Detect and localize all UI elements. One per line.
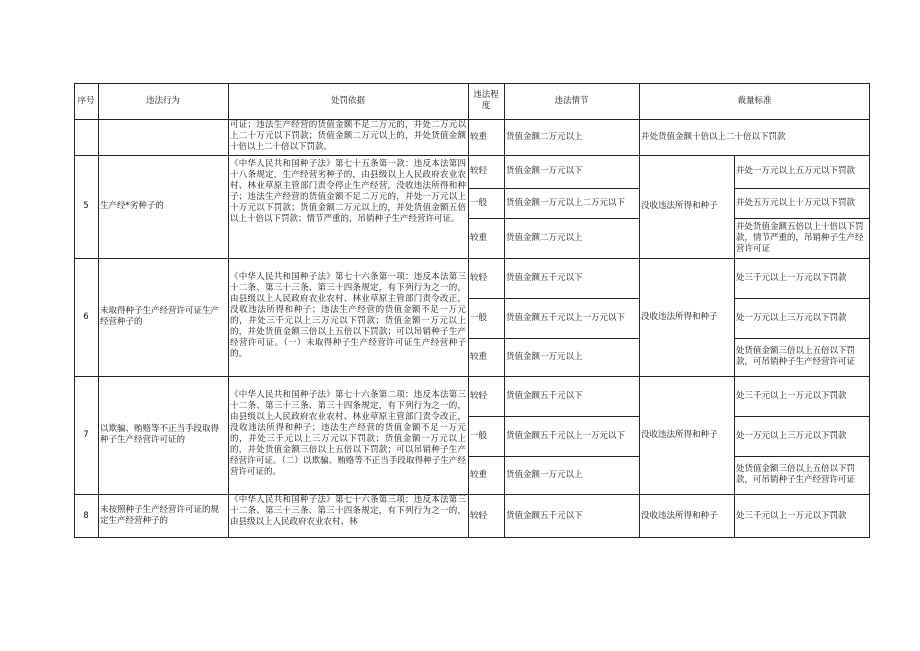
row5-num-text: 5: [83, 201, 89, 211]
row7-basis: [228, 376, 468, 494]
row7-lvl2-circ-text: 货值金额五千元以上一万元以下: [506, 430, 626, 441]
row5-lvl1-degree-text: 较轻: [470, 166, 488, 176]
header-circ-text: 违法情节: [554, 95, 589, 106]
row6-lvl1-circ: [504, 258, 639, 298]
row5-lvl3-standard: [734, 218, 870, 258]
row8-act-text: 未按照种子生产经营许可证的规定生产经营种子的: [100, 505, 220, 526]
rule-h-row8: [74, 494, 870, 495]
row7-num: [74, 376, 98, 494]
row7-lvl3-degree: [468, 456, 504, 494]
row6-lvl1-degree: [468, 258, 504, 298]
row5-lvl2-standard-text: 并处五万元以上十万元以下罚款: [736, 197, 856, 208]
row6-act: [98, 258, 228, 376]
rule-v-basis: [468, 83, 469, 538]
row5-lvl1-standard-text: 并处一万元以上五万元以下罚款: [736, 166, 856, 176]
row8-basis-text: 《中华人民共和国种子法》第七十六条第三项：违反本法第三十二条、第三十三条、第三十四条规定，有下列行为之一的，由县级以上人民政府农业农村、林: [230, 495, 466, 527]
row7-act-text: 以欺骗、贿赂等不正当手段取得种子生产经营许可证的: [100, 424, 220, 445]
rule-h-row5-as: [734, 188, 870, 189]
cont-standard: [639, 119, 870, 155]
row5-lvl2-degree: [468, 188, 504, 218]
rule-h-row5-a: [468, 188, 639, 189]
row5-lvl3-circ-text: 货值金额二万元以上: [506, 232, 583, 243]
header-degree-text: 违法程度: [473, 90, 499, 111]
row7-num-text: 7: [83, 429, 89, 440]
row5-lvl3-degree-text: 较重: [470, 232, 488, 243]
row8-num: [74, 494, 98, 538]
row7-lvl2-standard-text: 处一万元以上三万元以下罚款: [736, 430, 847, 441]
cont-circ-text: 货值金额二万元以上: [506, 131, 583, 142]
row6-lvl2-degree-text: 一般: [470, 312, 488, 323]
rule-v-act: [228, 83, 229, 538]
row6-lvl3-degree-text: 较重: [470, 351, 488, 362]
cont-basis-text: 可证；违法生产经营的货值金额不足二万元的，并处二万元以上二十万元以下罚款；货值金额二万元以上的，并处货值金额十倍以上二十倍以下罚款。: [230, 120, 466, 152]
row5-lvl2-circ-text: 货值金额一万元以上二万元以下: [506, 197, 626, 208]
rule-v-circ: [639, 83, 640, 538]
row7-lvl2-circ: [504, 416, 639, 456]
row5-lvl2-degree-text: 一般: [470, 197, 488, 208]
row5-basis-text: 《中华人民共和国种子法》第七十五条第一款：违反本法第四十八条规定，生产经营劣种子的，由县级以上人民政府农业农村、林业草原主管部门责令停止生产经营，没收违法所得和种子；违法生产经营的货值金额不足二万元的，并处一万元以上十万元以下罚款；货值金额二万元以上的，并处货值金额五倍以上十倍以下罚款；情节严重的，吊销种子生产经营许可证。: [230, 159, 466, 224]
rule-h-row6-b: [468, 338, 639, 339]
row6-lvl1-standard-text: 处三千元以上一万元以下罚款: [736, 272, 847, 283]
row6-lvl3-standard: [734, 338, 870, 376]
row8-lvl1-circ-text: 货值金额五千元以下: [506, 510, 583, 521]
row7-lvl2-standard: [734, 416, 870, 456]
header-circ: [504, 83, 639, 119]
penalty-table: [74, 83, 870, 538]
row6-lvl3-standard-text: 处货值金额三倍以上五倍以下罚款，可吊销种子生产经营许可证: [736, 346, 856, 367]
rule-h-row7-a: [468, 416, 639, 417]
rule-h-row6-as: [734, 298, 870, 299]
row7-basis-text: 《中华人民共和国种子法》第七十六条第二项：违反本法第三十二条、第三十三条、第三十四条规定，有下列行为之一的，由县级以上人民政府农业农村、林业草原主管部门责令改正，没收违法所得和种子；违法生产经营的货值金额不足一万元的，并处三千元以上三万元以下罚款；货值金额一万元以上的，并处货值金额三倍以上五倍以下罚款；可以吊销种子生产经营许可证。（二）以欺骗、贿赂等不正当手段取得种子生产经营许可证的。: [230, 390, 466, 477]
row7-lvl1-degree-text: 较轻: [470, 390, 488, 401]
row7-lvl1-circ-text: 货值金额五千元以下: [506, 390, 583, 401]
row6-lvl2-standard-text: 处一万元以上三万元以下罚款: [736, 312, 847, 323]
row8-basis: [228, 494, 468, 538]
row7-lvl1-circ: [504, 376, 639, 416]
rule-h-row7: [74, 376, 870, 377]
row6-basis: [228, 258, 468, 376]
cont-circ: [504, 119, 639, 155]
header-num: [74, 83, 98, 119]
header-standard: [639, 83, 870, 119]
header-act: [98, 83, 228, 119]
row8-lvl1-standard: [734, 494, 870, 538]
rule-v-confiscate: [734, 155, 735, 538]
rule-h-header: [74, 119, 870, 120]
header-standard-text: 裁量标准: [737, 95, 772, 106]
row6-lvl2-degree: [468, 298, 504, 338]
rule-v-degree: [504, 83, 505, 538]
rule-h-top: [74, 83, 870, 84]
cont-degree-text: 较重: [470, 131, 488, 142]
rule-h-row7-bs: [734, 456, 870, 457]
row8-lvl1-degree-text: 较轻: [470, 510, 488, 521]
rule-h-row7-as: [734, 416, 870, 417]
header-basis: [228, 83, 468, 119]
rule-v-num: [98, 83, 99, 538]
rule-v-left: [74, 83, 75, 538]
row7-lvl2-degree-text: 一般: [470, 430, 488, 441]
row6-lvl1-circ-text: 货值金额五千元以下: [506, 272, 583, 283]
row5-num: [74, 155, 98, 258]
rule-h-row5: [74, 155, 870, 156]
row8-lvl1-standard-text: 处三千元以上一万元以下罚款: [736, 510, 847, 521]
row6-num: [74, 258, 98, 376]
row8-lvl1-degree: [468, 494, 504, 538]
row8-lvl1-circ: [504, 494, 639, 538]
row6-confiscate-text: 没收违法所得和种子: [641, 311, 718, 322]
row5-act-text: 生产经*劣种子的: [100, 201, 164, 211]
header-num-text: 序号: [77, 95, 95, 106]
rule-h-row7-b: [468, 456, 639, 457]
header-act-text: 违法行为: [145, 95, 180, 106]
row7-lvl1-degree: [468, 376, 504, 416]
row7-lvl3-circ: [504, 456, 639, 494]
rule-h-row5-b: [468, 218, 639, 219]
rule-h-row6-bs: [734, 338, 870, 339]
rule-h-row5-bs: [734, 218, 870, 219]
row7-confiscate: [639, 376, 734, 494]
cont-standard-text: 并处货值金额十倍以上二十倍以下罚款: [641, 131, 786, 142]
row6-lvl2-standard: [734, 298, 870, 338]
row7-lvl1-standard-text: 处三千元以上一万元以下罚款: [736, 390, 847, 401]
row5-confiscate: [639, 155, 734, 258]
row6-lvl3-circ-text: 货值金额一万元以上: [506, 351, 583, 362]
row7-lvl1-standard: [734, 376, 870, 416]
row6-lvl1-standard: [734, 258, 870, 298]
row6-confiscate: [639, 258, 734, 376]
row5-confiscate-text: 没收违法所得和种子: [641, 201, 718, 211]
row6-lvl1-degree-text: 较轻: [470, 272, 488, 283]
rule-v-right: [869, 83, 870, 538]
row6-act-text: 未取得种子生产经营许可证生产经营种子的: [100, 306, 220, 327]
row7-lvl3-circ-text: 货值金额一万元以上: [506, 469, 583, 480]
row5-act: [98, 155, 228, 258]
row5-basis: [228, 155, 468, 258]
cont-basis: [228, 119, 468, 155]
row5-lvl3-circ: [504, 218, 639, 258]
row5-lvl2-circ: [504, 188, 639, 218]
header-degree: [468, 83, 504, 119]
row5-lvl3-degree: [468, 218, 504, 258]
row5-lvl1-standard: [734, 155, 870, 188]
row5-lvl2-standard: [734, 188, 870, 218]
row7-act: [98, 376, 228, 494]
row6-num-text: 6: [83, 311, 89, 322]
row5-lvl1-circ: [504, 155, 639, 188]
row5-lvl1-circ-text: 货值金额一万元以下: [506, 166, 583, 176]
row8-act: [98, 494, 228, 538]
row5-lvl3-standard-text: 并处货值金额五倍以上十倍以下罚款，情节严重的，吊销种子生产经营许可证: [736, 221, 864, 254]
row6-lvl3-degree: [468, 338, 504, 376]
rule-h-bottom: [74, 537, 870, 538]
row6-lvl2-circ-text: 货值金额五千元以上一万元以下: [506, 312, 626, 323]
row7-confiscate-text: 没收违法所得和种子: [641, 429, 718, 440]
rule-h-row6: [74, 258, 870, 259]
row6-lvl2-circ: [504, 298, 639, 338]
row7-lvl2-degree: [468, 416, 504, 456]
header-basis-text: 处罚依据: [330, 95, 365, 106]
row7-lvl3-degree-text: 较重: [470, 469, 488, 480]
row7-lvl3-standard: [734, 456, 870, 494]
row7-lvl3-standard-text: 处货值金额三倍以上五倍以下罚款，可吊销种子生产经营许可证: [736, 464, 856, 485]
row6-lvl3-circ: [504, 338, 639, 376]
row8-num-text: 8: [83, 510, 89, 521]
row8-confiscate-text: 没收违法所得和种子: [641, 510, 718, 521]
rule-h-row6-a: [468, 298, 639, 299]
cont-degree: [468, 119, 504, 155]
row8-confiscate: [639, 494, 734, 538]
row6-basis-text: 《中华人民共和国种子法》第七十六条第一项：违反本法第三十二条、第三十三条、第三十四条规定，有下列行为之一的，由县级以上人民政府农业农村、林业草原主管部门责令改正，没收违法所得和种子；违法生产经营的货值金额不足一万元的，并处三千元以上三万元以下罚款；货值金额一万元以上的，并处货值金额三倍以上五倍以下罚款；可以吊销种子生产经营许可证。（一）未取得种子生产经营许可证生产经营种子的。: [230, 272, 466, 359]
row5-lvl1-degree: [468, 155, 504, 188]
